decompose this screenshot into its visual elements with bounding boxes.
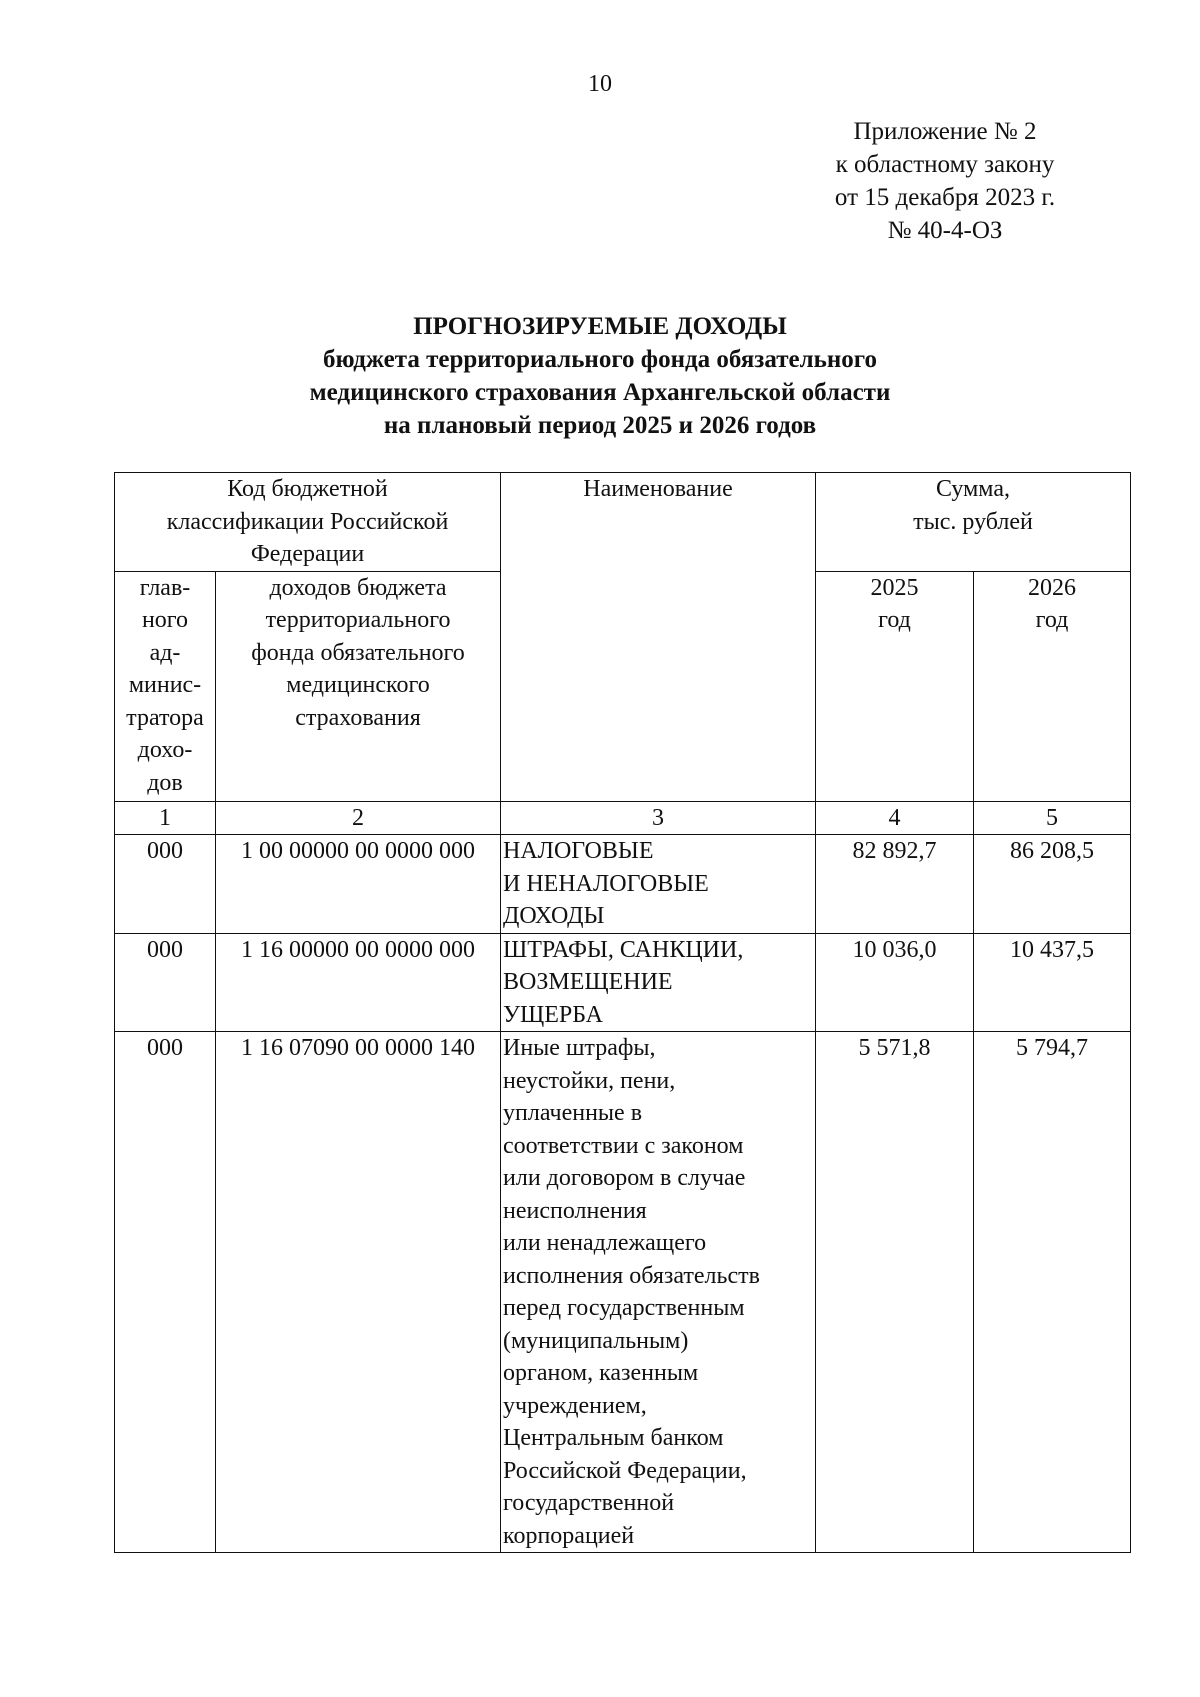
- document-title: [0, 310, 1200, 442]
- header-text: ад-: [149, 639, 181, 666]
- name-line: перед государственным: [503, 1295, 745, 1321]
- cell-admin-code: 000: [115, 1032, 216, 1553]
- appendix-line: № 40-4-ОЗ: [887, 217, 1003, 244]
- name-line: государственной: [503, 1490, 675, 1516]
- column-number: 4: [816, 801, 974, 835]
- header-text: тратора: [126, 704, 204, 731]
- cell-name: [501, 835, 816, 934]
- title-line: ПРОГНОЗИРУЕМЫЕ ДОХОДЫ: [413, 313, 787, 340]
- header-text: ного: [141, 607, 189, 633]
- cell-amount-2026: 5 794,7: [974, 1032, 1131, 1553]
- appendix-line: Приложение № 2: [853, 118, 1037, 145]
- header-text: классификации Российской: [166, 508, 449, 535]
- page-number: 10: [588, 71, 612, 97]
- name-line: или ненадлежащего: [503, 1230, 707, 1256]
- cell-amount-2025: 82 892,7: [816, 835, 974, 934]
- name-line: соответствии с законом: [503, 1132, 744, 1159]
- cell-name: [501, 933, 816, 1032]
- name-line: Центральным банком: [503, 1425, 724, 1451]
- cell-admin-code: 000: [115, 835, 216, 934]
- column-number-row: [115, 801, 1131, 835]
- header-text: дов: [147, 769, 183, 796]
- name-line: учреждением,: [503, 1392, 647, 1419]
- name-line: или договором в случае: [503, 1165, 746, 1191]
- column-number: 1: [115, 801, 216, 835]
- column-number: 2: [216, 801, 501, 835]
- cell-amount-2026: 86 208,5: [974, 835, 1131, 934]
- header-text: Наименование: [583, 476, 733, 502]
- name-line: ВОЗМЕЩЕНИЕ: [503, 969, 673, 995]
- cell-income-code: 1 00 00000 00 0000 000: [216, 835, 501, 934]
- header-text: 2025: [870, 574, 919, 601]
- table-row: [115, 933, 1131, 1032]
- header-text: Код бюджетной: [227, 476, 388, 502]
- name-line: корпорацией: [503, 1522, 635, 1549]
- header-text: 2026: [1028, 574, 1076, 601]
- column-number: 5: [974, 801, 1131, 835]
- column-number: 3: [501, 801, 816, 835]
- header-text: медицинского: [286, 672, 430, 698]
- name-line: исполнения обязательств: [503, 1262, 760, 1289]
- header-text: год: [1035, 607, 1069, 633]
- header-code-group: [115, 473, 501, 572]
- title-line: на плановый период 2025 и 2026 годов: [383, 412, 817, 439]
- name-line: УЩЕРБА: [503, 1001, 604, 1028]
- name-line: уплаченные в: [503, 1100, 643, 1126]
- header-text: тыс. рублей: [913, 508, 1033, 535]
- cell-admin-code: 000: [115, 933, 216, 1032]
- table-row: [115, 1032, 1131, 1553]
- header-text: дохо-: [137, 737, 193, 763]
- name-line: НАЛОГОВЫЕ: [503, 838, 654, 864]
- title-line: бюджета территориального фонда обязательного: [323, 346, 877, 373]
- name-line: (муниципальным): [503, 1327, 689, 1354]
- name-line: неустойки, пени,: [503, 1067, 676, 1094]
- header-text: год: [878, 607, 911, 633]
- header-text: доходов бюджета: [269, 574, 447, 601]
- name-line: ДОХОДЫ: [503, 903, 605, 929]
- header-text: минис-: [128, 672, 202, 698]
- header-text: Федерации: [250, 541, 365, 567]
- revenue-table: [114, 472, 1131, 1553]
- header-text: территориального: [265, 607, 451, 633]
- name-line: И НЕНАЛОГОВЫЕ: [503, 870, 709, 897]
- cell-amount-2025: 5 571,8: [816, 1032, 974, 1553]
- cell-name: [501, 1032, 816, 1553]
- cell-amount-2025: 10 036,0: [816, 933, 974, 1032]
- cell-amount-2026: 10 437,5: [974, 933, 1131, 1032]
- appendix-line: к областному закону: [835, 151, 1055, 178]
- cell-income-code: 1 16 07090 00 0000 140: [216, 1032, 501, 1553]
- header-text: Сумма,: [936, 476, 1010, 502]
- name-line: Иные штрафы,: [503, 1035, 656, 1061]
- header-admin: [115, 571, 216, 801]
- header-income-code: [216, 571, 501, 801]
- name-line: неисполнения: [503, 1197, 647, 1224]
- header-text: фонда обязательного: [251, 639, 465, 666]
- name-line: органом, казенным: [503, 1360, 699, 1386]
- header-name: [501, 473, 816, 802]
- cell-income-code: 1 16 00000 00 0000 000: [216, 933, 501, 1032]
- name-line: ШТРАФЫ, САНКЦИИ,: [503, 936, 744, 963]
- name-line: Российской Федерации,: [503, 1457, 747, 1484]
- header-text: глав-: [139, 574, 191, 601]
- header-year-2026: [974, 571, 1131, 801]
- header-year-2025: [816, 571, 974, 801]
- table-row: [115, 835, 1131, 934]
- header-text: страхования: [295, 704, 421, 731]
- table-header-row: [115, 473, 1131, 572]
- title-line: медицинского страхования Архангельской области: [309, 379, 891, 406]
- appendix-reference: [830, 115, 1060, 247]
- appendix-line: от 15 декабря 2023 г.: [834, 184, 1056, 211]
- header-sum-group: [816, 473, 1131, 572]
